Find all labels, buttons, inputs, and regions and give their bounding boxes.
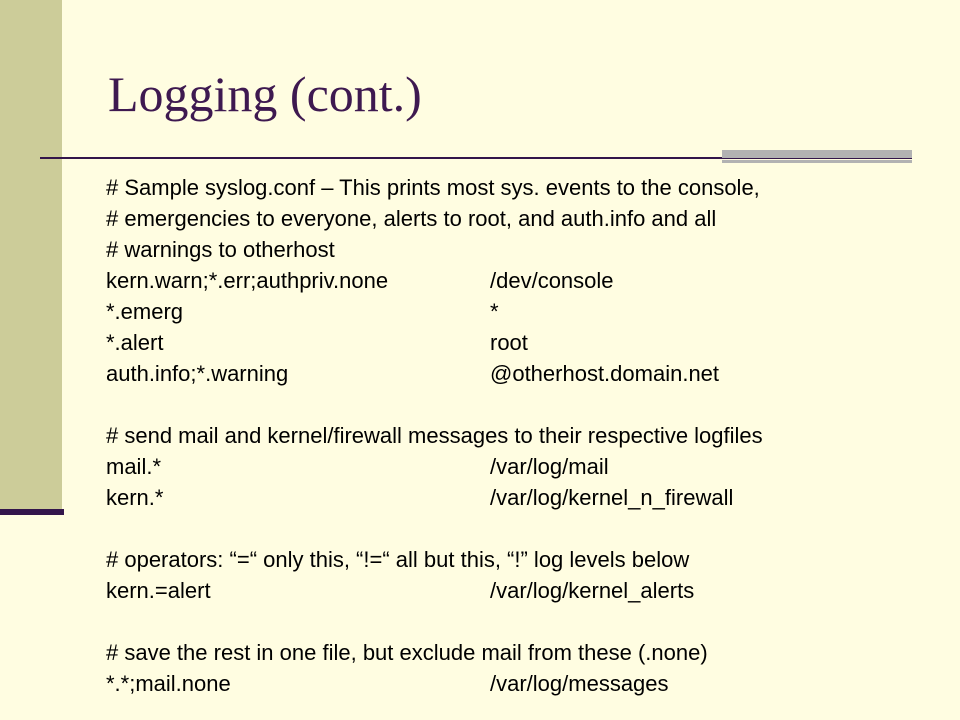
left-decor-bar [0,0,62,512]
config-rule-line [106,451,936,482]
rule-selector: *.emerg [106,299,184,324]
config-comment-line [106,203,936,234]
rule-selector: *.alert [106,330,164,355]
rule-action: /var/log/kernel_alerts [490,578,695,603]
rule-selector: kern.=alert [106,578,211,603]
comment-text: # send mail and kernel/firewall messages to their respective logfiles [106,423,763,448]
config-rule-line [106,296,936,327]
rule-selector: kern.* [106,485,164,510]
slide-title: Logging (cont.) [108,66,422,122]
comment-text: # emergencies to everyone, alerts to root, and auth.info and all [106,206,717,231]
config-comment-line [106,544,936,575]
left-decor-accent [0,509,64,515]
rule-action: root [490,330,528,355]
config-blank-line [106,389,936,420]
rule-action: /var/log/mail [490,454,609,479]
config-comment-line [106,420,936,451]
rule-selector: *.*;mail.none [106,671,231,696]
rule-action: /dev/console [490,268,614,293]
rule-selector: kern.warn;*.err;authpriv.none [106,268,389,293]
comment-text: # save the rest in one file, but exclude mail from these (.none) [106,640,708,665]
comment-text: # warnings to otherhost [106,237,335,262]
rule-action: * [490,299,499,324]
rule-action: /var/log/kernel_n_firewall [490,485,734,510]
config-rule-line [106,327,936,358]
comment-text: # Sample syslog.conf – This prints most sys. events to the console, [106,175,760,200]
config-blank-line [106,606,936,637]
rule-selector: mail.* [106,454,162,479]
config-rule-line [106,482,936,513]
rule-action: @otherhost.domain.net [490,361,720,386]
comment-text: # operators: “=“ only this, “!=“ all but this, “!” log levels below [106,547,690,572]
title-divider-accent [722,150,912,158]
config-rule-line [106,265,936,296]
syslog-config-listing [106,172,936,699]
rule-selector: auth.info;*.warning [106,361,289,386]
title-divider-accent-lower [722,160,912,163]
config-blank-line [106,513,936,544]
rule-action: /var/log/messages [490,671,669,696]
config-rule-line [106,358,936,389]
config-rule-line [106,575,936,606]
config-comment-line [106,234,936,265]
config-comment-line [106,637,936,668]
config-comment-line [106,172,936,203]
config-rule-line [106,668,936,699]
